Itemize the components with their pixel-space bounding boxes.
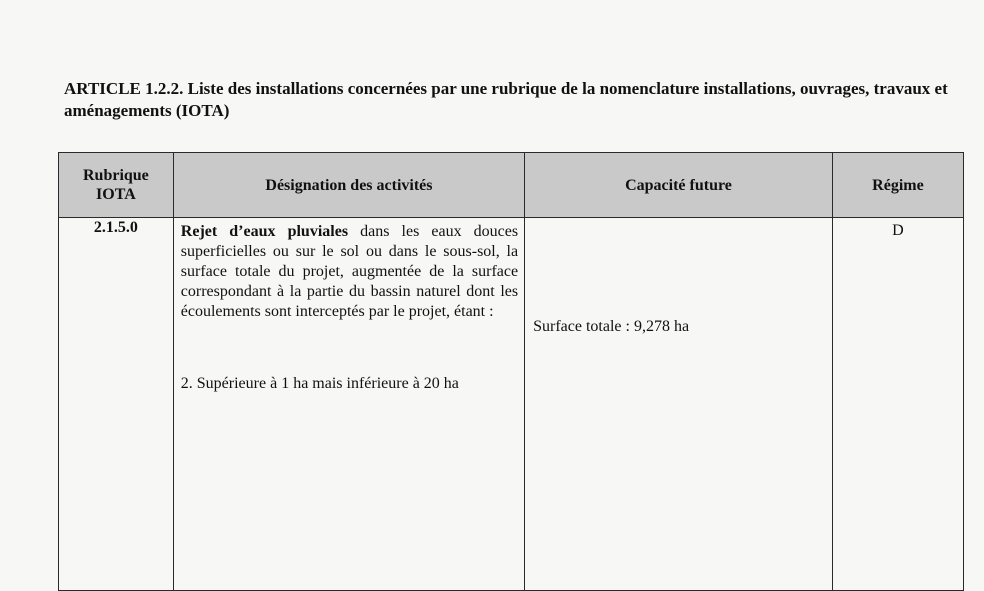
- article-heading: ARTICLE 1.2.2. Liste des installations concernées par une rubrique de la nomenclature installations, ouvrages, travaux et aménagements (IOTA): [64, 79, 948, 120]
- designation-cell: [173, 218, 524, 591]
- regime-value: D: [832, 218, 963, 591]
- iota-table: [58, 152, 964, 591]
- header-capacite: Capacité future: [525, 153, 833, 218]
- designation-lead: Rejet d’eaux pluviales: [180, 223, 349, 240]
- header-designation: Désignation des activités: [173, 153, 524, 218]
- header-rubrique: Rubrique IOTA: [59, 153, 174, 218]
- designation-text: dans les eaux douces superficielles ou sur le sol ou dans le sous-sol, la surface totale du projet, augmentée de la surface correspondant à la partie du bassin naturel dont les écoulements sont interceptés par le projet, étant :: [180, 223, 519, 320]
- capacity-value: Surface totale : 9,278 ha: [525, 218, 833, 591]
- table-row: [59, 218, 964, 591]
- table-header-row: [59, 153, 964, 218]
- designation-item: 2. Supérieure à 1 ha mais inférieure à 20 ha: [180, 375, 459, 392]
- rubrique-code: 2.1.5.0: [59, 218, 174, 591]
- header-regime: Régime: [832, 153, 963, 218]
